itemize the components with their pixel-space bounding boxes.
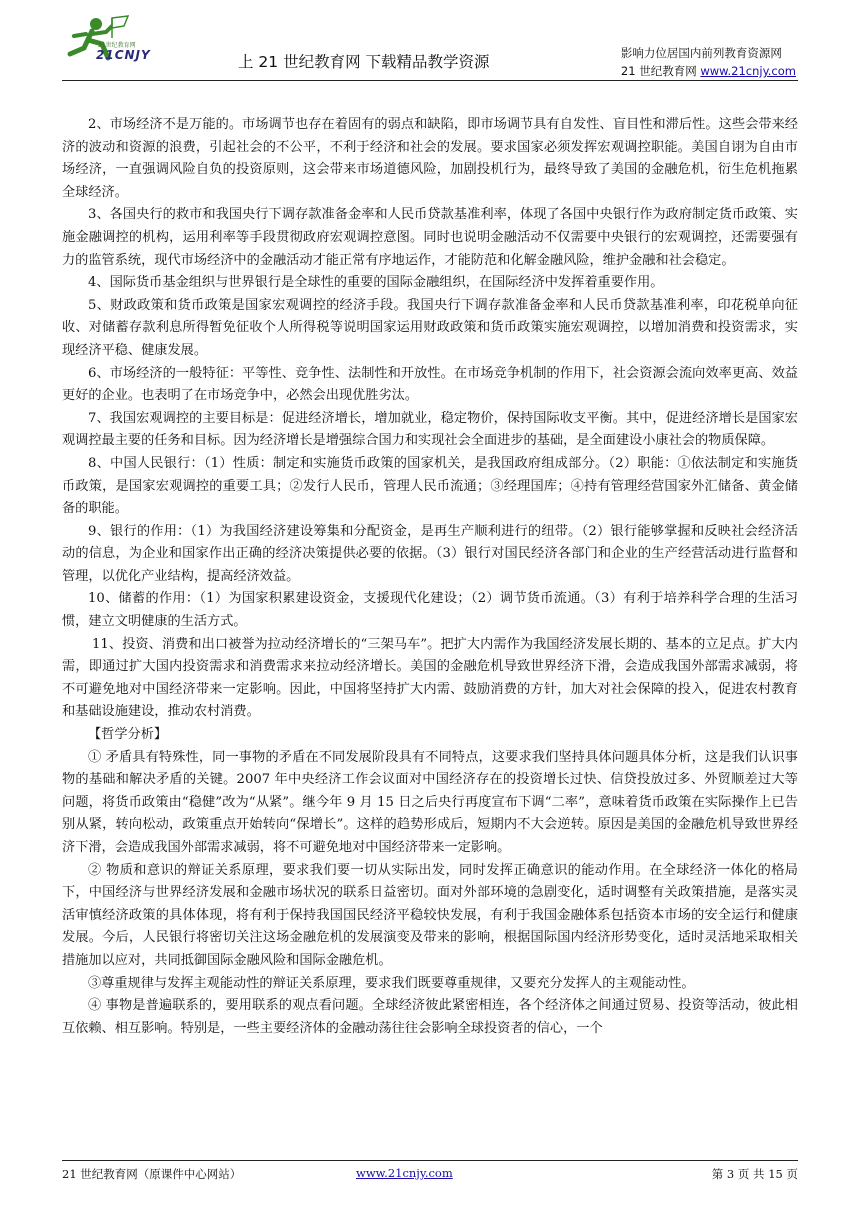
- section-heading-philosophy: 【哲学分析】: [88, 727, 168, 743]
- paragraph-philosophy-2: ② 物质和意识的辩证关系原理，要求我们要一切从实际出发，同时发挥正确意识的能动作用。在全球经济一体化的格局下，中国经济与世界经济发展和金融市场状况的联系日益密切。面对外部环境的急剧变化，适时调整有关政策措施，是落实灵活审慎经济政策的具体体现，将有利于保持我国国民经济平稳较快发展，有利于我国金融体系包括资本市场的安全运行和健康发展。今后，人民银行将密切关注这场金融危机的发展演变及带来的影响，根据国际国内经济形势变化，适时灵活地采取相关措施加以应对，共同抵御国际金融风险和国际金融危机。: [62, 862, 798, 968]
- paragraph-3: 3、各国央行的救市和我国央行下调存款准备金率和人民币贷款基准利率，体现了各国中央银行作为政府制定货币政策、实施金融调控的机构，运用利率等手段贯彻政府宏观调控意图。同时也说明金融活动不仅需要中央银行的宏观调控，还需要强有力的监管系统，现代市场经济中的金融活动才能正常有序地运作，才能防范和化解金融风险，维护金融和社会稳定。: [62, 207, 798, 268]
- header-site-line: [621, 62, 796, 80]
- paragraph-4: 4、国际货币基金组织与世界银行是全球性的重要的国际金融组织，在国际经济中发挥着重要作用。: [88, 275, 664, 291]
- page-number: 第 3 页 共 15 页: [711, 1167, 798, 1181]
- page-footer: [62, 1166, 798, 1184]
- logo-small-text: 21世纪教育网: [98, 42, 136, 49]
- paragraph-5: 5、财政政策和货币政策是国家宏观调控的经济手段。我国央行下调存款准备金率和人民币贷款基准利率，印花税单向征收、对储蓄存款利息所得暂免征收个人所得税等说明国家运用财政政策和货币政策实施宏观调控，以增加消费和投资需求，实现经济平稳、健康发展。: [62, 297, 798, 358]
- header-divider: [62, 80, 798, 81]
- footer-site-link[interactable]: www.21cnjy.com: [356, 1166, 453, 1180]
- paragraph-6: 6、市场经济的一般特征：平等性、竞争性、法制性和开放性。在市场竞争机制的作用下，社会资源会流向效率更高、效益更好的企业。也表明了在市场竞争中，必然会出现优胜劣汰。: [62, 365, 798, 404]
- paragraph-8: 8、中国人民银行：（1）性质：制定和实施货币政策的国家机关，是我国政府组成部分。（2）职能：①依法制定和实施货币政策，是国家宏观调控的重要工具；②发行人民币，管理人民币流通；③经理国库；④持有管理经营国家外汇储备、黄金储备的职能。: [62, 455, 798, 517]
- header-site-link[interactable]: www.21cnjy.com: [700, 64, 796, 78]
- footer-site-name: 21 世纪教育网（原课件中心网站）: [62, 1167, 242, 1181]
- header-slogan: 上 21 世纪教育网 下载精品教学资源: [238, 53, 490, 71]
- paragraph-7: 7、我国宏观调控的主要目标是：促进经济增长，增加就业，稳定物价，保持国际收支平衡。其中，促进经济增长是国家宏观调控最主要的任务和目标。因为经济增长是增强综合国力和实现社会全面进步的基础，是全面建设小康社会的物质保障。: [62, 410, 798, 449]
- header-right-block: [621, 44, 796, 80]
- paragraph-10: 10、储蓄的作用：（1）为国家积累建设资金，支援现代化建设；（2）调节货币流通。（3）有利于培养科学合理的生活习惯，建立文明健康的生活方式。: [62, 591, 798, 630]
- paragraph-philosophy-3: ③尊重规律与发挥主观能动性的辩证关系原理，要求我们既要尊重规律，又要充分发挥人的主观能动性。: [88, 975, 695, 991]
- footer-divider: [62, 1160, 798, 1161]
- site-logo[interactable]: [62, 14, 182, 76]
- page-header: [62, 14, 798, 80]
- paragraph-11: 11、投资、消费和出口被誉为拉动经济增长的“三架马车”。把扩大内需作为我国经济发展长期的、基本的立足点。扩大内需，即通过扩大国内投资需求和消费需求来拉动经济增长。美国的金融危机导致世界经济下滑，会造成我国外部需求减弱，将不可避免地对中国经济带来一定影响。因此，中国将坚持扩大内需、鼓励消费的方针，加大对社会保障的投入，促进农村教育和基础设施建设，推动农村消费。: [62, 636, 798, 720]
- paragraph-philosophy-4: ④ 事物是普遍联系的，要用联系的观点看问题。全球经济彼此紧密相连，各个经济体之间通过贸易、投资等活动，彼此相互依赖、相互影响。特别是，一些主要经济体的金融动荡往往会影响全球投资者的信心，一个: [62, 998, 798, 1036]
- logo-brand-text: 21CNJY: [96, 48, 151, 62]
- paragraph-9: 9、银行的作用：（1）为我国经济建设筹集和分配资金，是再生产顺利进行的纽带。（2）银行能够掌握和反映社会经济活动的信息，为企业和国家作出正确的经济决策提供必要的依据。（3）银行对国民经济各部门和企业的生产经营活动进行监督和管理，以优化产业结构，提高经济效益。: [62, 523, 798, 584]
- paragraph-philosophy-1: ① 矛盾具有特殊性，同一事物的矛盾在不同发展阶段具有不同特点，这要求我们坚持具体问题具体分析，这是我们认识事物的基础和解决矛盾的关键。2007 年中央经济工作会议面对中国经济存在的投资增长过快、信贷投放过多、外贸顺差过大等问题，将货币政策由“稳健”改为“从紧”。继今年 9 月 15 日之后央行再度宣布下调“二率”，意味着货币政策在实际操作上已告别从紧，转向松动，政策重点开始转向“保增长”。这样的趋势形成后，短期内不大会逆转。原因是美国的金融危机导致世界经济下滑，会造成我国外部需求减弱，将不可避免地对中国经济带来一定影响。: [62, 749, 798, 855]
- header-tagline: 影响力位居国内前列教育资源网: [620, 46, 782, 60]
- header-site-prefix: 21 世纪教育网: [620, 64, 701, 78]
- document-body: [62, 114, 798, 1040]
- paragraph-2: 2、市场经济不是万能的。市场调节也存在着固有的弱点和缺陷，即市场调节具有自发性、盲目性和滞后性。这些会带来经济的波动和资源的浪费，引起社会的不公平，不利于经济和社会的发展。要求国家必须发挥宏观调控职能。美国自诩为自由市场经济，一直强调风险自负的投资原则，这会带来市场道德风险，加剧投机行为，最终导致了美国的金融危机，衍生危机拖累全球经济。: [62, 117, 798, 200]
